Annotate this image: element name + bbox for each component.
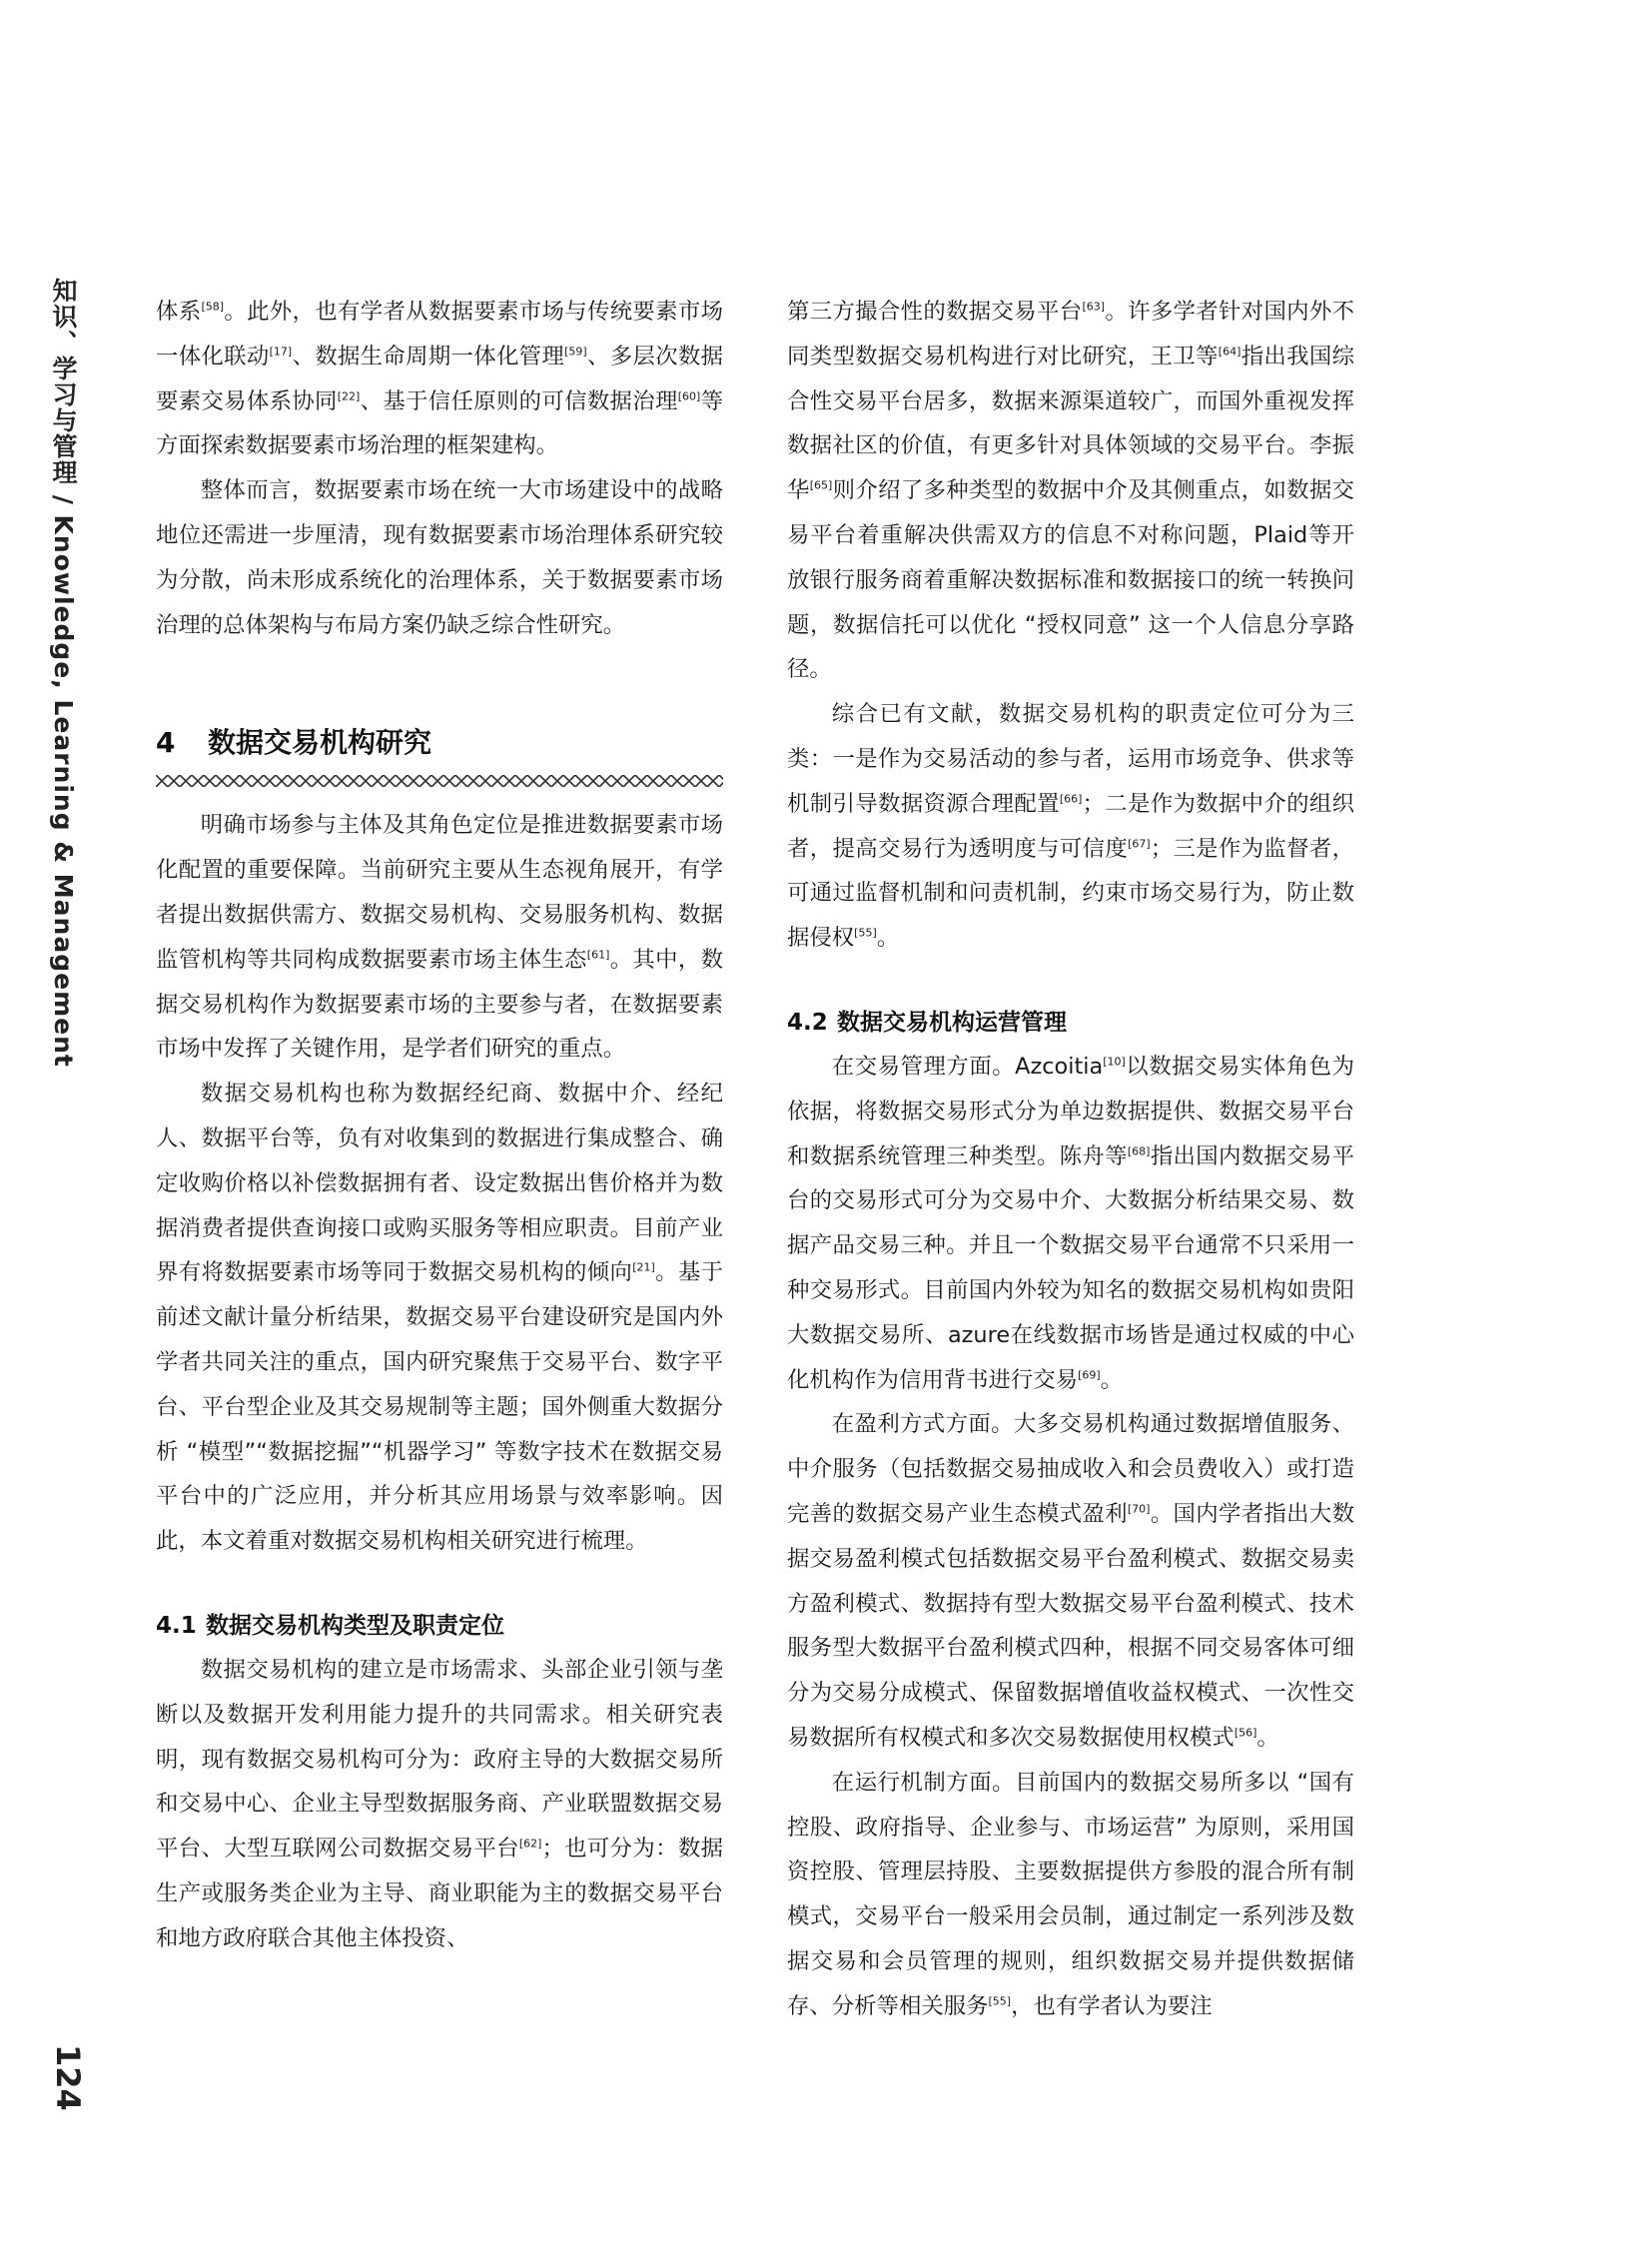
citation-ref: [56] [1234,1726,1257,1740]
citation-ref: [63] [1082,300,1106,314]
paragraph: 在运行机制方面。目前国内的数据交易所多以 “国有控股、政府指导、企业参与、市场运营” 为原则，采用国资控股、管理层持股、主要数据提供方参股的混合所有制模式，交易平台一般采用会员制，通过制定一系列涉及数据交易和会员管理的规则，组织数据交易并提供数据储存、分析等相关服务[55]，也有学者认为要注 [787,1769,1354,2019]
citation-ref: [65] [809,478,833,492]
citation-ref: [10] [1103,1055,1126,1069]
paragraph: 整体而言，数据要素市场在统一大市场建设中的战略地位还需进一步厘清，现有数据要素市场治理体系研究较为分散，尚未形成系统化的治理体系，关于数据要素市场治理的总体架构与布局方案仍缺乏综合性研究。 [156,477,723,638]
page-number [28,2032,108,2122]
citation-ref: [55] [854,926,877,940]
subsection-heading [787,1001,1354,1045]
subsection-number: 4.2 [787,1009,828,1036]
journal-sidebar [18,278,108,1068]
citation-ref: [58] [201,300,225,314]
citation-ref: [55] [988,1994,1012,2008]
heading-rule [156,775,723,787]
citation-ref: [62] [518,1837,542,1851]
subsection-title: 数据交易机构类型及职责定位 [206,1612,504,1639]
left-column [156,290,723,1961]
section-heading [156,723,723,763]
citation-ref: [59] [564,345,587,359]
paragraph: 第三方撮合性的数据交易平台[63]。许多学者针对国内外不同类型数据交易机构进行对比研究，王卫等[64]指出我国综合性交易平台居多，数据来源渠道较广，而国外重视发挥数据社区的价值，有更多针对具体领域的交易平台。李振华[65]则介绍了多种类型的数据中介及其侧重点，如数据交易平台着重解决供需双方的信息不对称问题，Plaid等开放银行服务商着重解决数据标准和数据接口的统一转换问题，数据信托可以优化 “授权同意” 这一个人信息分享路径。 [787,299,1355,683]
page-number-text: 124 [49,2043,87,2111]
citation-ref: [69] [1078,1368,1101,1382]
paragraph: 明确市场参与主体及其角色定位是推进数据要素市场化配置的重要保障。当前研究主要从生态视角展开，有学者提出数据供需方、数据交易机构、交易服务机构、数据监管机构等共同构成数据要素市场主体生态[61]。其中，数据交易机构作为数据要素市场的主要参与者，在数据要素市场中发挥了关键作用，是学者们研究的重点。 [156,812,724,1063]
citation-ref: [17] [269,345,293,359]
citation-ref: [66] [1059,792,1083,806]
citation-ref: [60] [677,389,701,403]
paragraph: 数据交易机构也称为数据经纪商、数据中介、经纪人、数据平台等，负有对收集到的数据进行集成整合、确定收购价格以补偿数据拥有者、设定数据出售价格并为数据消费者提供查询接口或购买服务等相应职责。目前产业界有将数据要素市场等同于数据交易机构的倾向[21]。基于前述文献计量分析结果，数据交易平台建设研究是国内外学者共同关注的重点，国内研究聚焦于交易平台、数字平台、平台型企业及其交易规制等主题；国外侧重大数据分析 “模型”“数据挖掘”“机器学习” 等数字技术在数据交易平台中的广泛应用，并分析其应用场景与效率影响。因此，本文着重对数据交易机构相关研究进行梳理。 [156,1081,724,1555]
subsection-heading [156,1604,723,1648]
citation-ref: [70] [1127,1502,1151,1516]
paragraph: 数据交易机构的建立是市场需求、头部企业引领与垄断以及数据开发利用能力提升的共同需求。相关研究表明，现有数据交易机构可分为：政府主导的大数据交易所和交易中心、企业主导型数据服务商、产业联盟数据交易平台、大型互联网公司数据交易平台[62]；也可分为：数据生产或服务类企业为主导、商业职能为主的数据交易平台和地方政府联合其他主体投资、 [156,1656,724,1951]
citation-ref: [68] [1127,1144,1151,1158]
subsection-title: 数据交易机构运营管理 [837,1009,1067,1036]
paragraph: 体系[58]。此外，也有学者从数据要素市场与传统要素市场一体化联动[17]、数据生命周期一体化管理[59]、多层次数据要素交易体系协同[22]、基于信任原则的可信数据治理[60]等方面探索数据要素市场治理的框架建构。 [156,299,724,459]
section-title: 数据交易机构研究 [208,726,432,760]
paragraph: 在盈利方式方面。大多交易机构通过数据增值服务、中介服务（包括数据交易抽成收入和会员费收入）或打造完善的数据交易产业生态模式盈利[70]。国内学者指出大数据交易盈利模式包括数据交易平台盈利模式、数据交易卖方盈利模式、数据持有型大数据交易平台盈利模式、技术服务型大数据平台盈利模式四种，根据不同交易客体可细分为交易分成模式、保留数据增值收益权模式、一次性交易数据所有权模式和多次交易数据使用权模式[56]。 [787,1411,1355,1751]
subsection-number: 4.1 [156,1612,197,1639]
right-column [787,290,1354,2028]
paragraph: 在交易管理方面。Azcoitia[10]以数据交易实体角色为依据，将数据交易形式分为单边数据提供、数据交易平台和数据系统管理三种类型。陈舟等[68]指出国内数据交易平台的交易形式可分为交易中介、大数据分析结果交易、数据产品交易三种。并且一个数据交易平台通常不只采用一种交易形式。目前国内外较为知名的数据交易机构如贵阳大数据交易所、azure在线数据市场皆是通过权威的中心化机构作为信用背书进行交易[69]。 [787,1053,1355,1393]
journal-name: 知识、学习与管理 / Knowledge, Learning & Management [49,278,78,1068]
citation-ref: [22] [337,389,361,403]
section-number: 4 [156,726,176,760]
citation-ref: [64] [1218,345,1241,359]
citation-ref: [61] [586,948,610,962]
paragraph: 综合已有文献，数据交易机构的职责定位可分为三类：一是作为交易活动的参与者，运用市场竞争、供求等机制引导数据资源合理配置[66]；二是作为数据中介的组织者，提高交易行为透明度与可信度[67]；三是作为监督者，可通过监督机制和问责机制，约束市场交易行为，防止数据侵权[55]。 [787,701,1355,952]
citation-ref: [67] [1128,837,1151,851]
citation-ref: [21] [632,1260,655,1274]
